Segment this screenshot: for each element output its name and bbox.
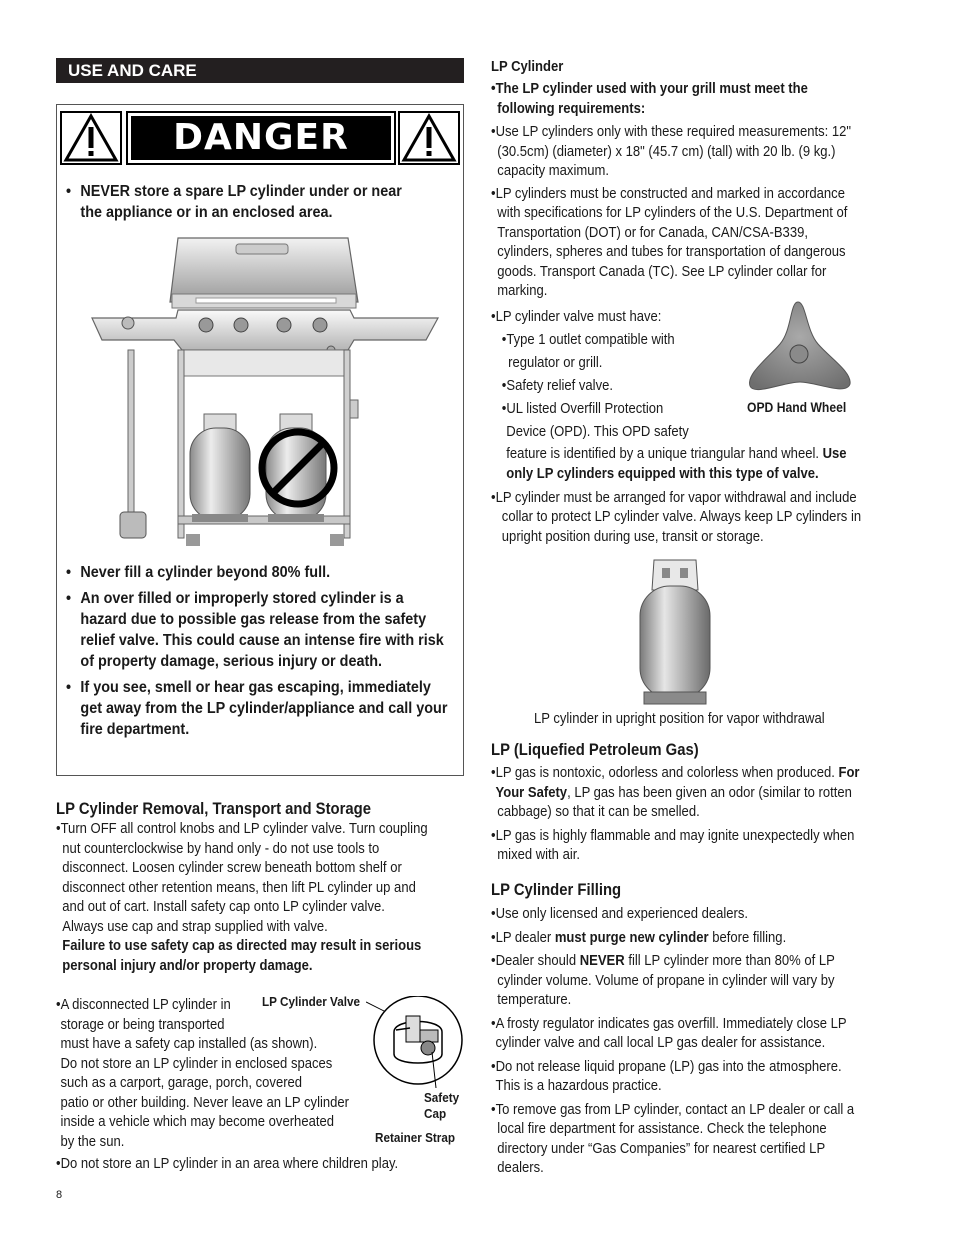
text-line: Do not store an LP cylinder in enclosed spaces (60, 1055, 333, 1072)
text-span: NEVER (579, 953, 625, 969)
text-line: Always use cap and strap supplied with valve. (62, 918, 328, 935)
text-line: •LP cylinder valve must have: (491, 308, 662, 325)
text-line: •A disconnected LP cylinder in (56, 997, 231, 1013)
text-line (491, 952, 905, 972)
text-line: disconnect other retention means, then lift PL cylinder up and (62, 879, 416, 896)
warning-triangle-icon (60, 111, 122, 165)
danger-bullet-list (66, 181, 417, 228)
text-line: •LP gas is highly flammable and may ignite unexpectedly when (491, 827, 855, 844)
danger-bullet: • If you see, smell or hear gas escaping, immediately get away from the LP cylinder/appliance and call your fire department. (66, 677, 451, 740)
removal-heading: LP Cylinder Removal, Transport and Storage (56, 800, 371, 818)
text-line: Device (OPD). This OPD safety (506, 423, 689, 440)
danger-bullet-list-2 (66, 562, 451, 745)
text-line: Failure to use safety cap as directed may result in serious (62, 938, 422, 954)
text-line: •LP cylinder must be arranged for vapor withdrawal and include (491, 489, 857, 506)
section-header: USE AND CARE (56, 58, 464, 83)
text-line: with specifications for LP cylinders of the U.S. Department of (497, 205, 848, 221)
grill-illustration (86, 232, 442, 554)
text-line: capacity maximum. (497, 163, 609, 179)
text-line: only LP cylinders equipped with this type of valve. (506, 465, 819, 482)
upright-cylinder-illustration (624, 556, 724, 706)
danger-title-frame (126, 111, 396, 165)
cylinder-caption: LP cylinder in upright position for vapor withdrawal (534, 711, 825, 727)
text-line (491, 764, 905, 784)
text-line: •LP cylinders must be constructed and marked in accordance (491, 185, 845, 202)
label-line: Safety (424, 1090, 460, 1105)
text-line (491, 929, 905, 949)
text-line: following requirements: (497, 100, 646, 117)
text-span: Use (822, 445, 847, 462)
text-line: must have a safety cap installed (as shown). (60, 1036, 318, 1052)
text-line: cabbage) so that it can be smelled. (497, 804, 700, 820)
text-span: before filling. (708, 929, 787, 946)
opd-label: OPD Hand Wheel (747, 400, 847, 415)
text-span: •LP dealer (491, 929, 555, 946)
text-line: disconnect. Loosen cylinder screw beneath bottom shelf or (62, 860, 402, 876)
text-line: such as a carport, garage, porch, covered (60, 1075, 303, 1091)
text-span: For (838, 765, 860, 781)
lpgas-section (491, 740, 905, 866)
text-line: dealers. (497, 1160, 544, 1176)
requirement-measurements (491, 123, 905, 182)
lpgas-heading: LP (Liquefied Petroleum Gas) (491, 741, 699, 759)
label-line: Cap (424, 1106, 447, 1121)
lpgas-paragraph (491, 764, 905, 866)
danger-bullet: • An over filled or improperly stored cylinder is a hazard due to possible gas release from the safety relief valve. This could cause an intense fire with risk of property damage, serious injury or death. (66, 588, 451, 672)
text-line: inside a vehicle which may become overheated (60, 1114, 334, 1130)
text-span: fill LP cylinder more than 80% of LP (624, 953, 835, 969)
danger-banner (58, 109, 462, 167)
text-line: mixed with air. (497, 847, 580, 863)
text-line: temperature. (497, 992, 572, 1008)
text-line: •Type 1 outlet compatible with (501, 331, 675, 348)
text-line: patio or other building. Never leave an LP cylinder (60, 1094, 349, 1111)
text-span: , LP gas has been given an odor (similar to rotten (567, 784, 852, 801)
text-span: feature is identified by a unique triangular hand wheel. (506, 445, 819, 462)
text-span: •Dealer should (491, 953, 580, 969)
text-line: by the sun. (60, 1133, 125, 1150)
filling-heading: LP Cylinder Filling (491, 881, 622, 899)
text-line: directory under “Gas Companies” for nearest certified LP (497, 1140, 826, 1157)
text-line: personal injury and/or property damage. (62, 957, 313, 974)
text-line: marking. (497, 283, 548, 299)
text-line: •Use only licensed and experienced dealers. (491, 906, 749, 922)
page-number: 8 (56, 1189, 63, 1201)
danger-title: DANGER (131, 116, 391, 160)
retainer-strap-label: Retainer Strap (375, 1130, 455, 1145)
text-span: must purge new cylinder (554, 929, 709, 946)
cylinder-heading: LP Cylinder (491, 59, 564, 75)
text-line: •Turn OFF all control knobs and LP cylinder valve. Turn coupling (56, 821, 428, 837)
text-line: storage or being transported (60, 1016, 225, 1033)
valve-label: LP Cylinder Valve (262, 994, 360, 1009)
filling-section (491, 880, 905, 1179)
valve-diagram (366, 996, 466, 1088)
safety-cap-label (424, 1090, 459, 1122)
text-line: •Use LP cylinders only with these required measurements: 12" (491, 124, 852, 140)
text-line: collar to protect LP cylinder valve. Always keep LP cylinders in (501, 509, 862, 525)
text-line (491, 784, 905, 804)
text-line: Transportation (DOT) or for Canada, CAN/CSA-B339, (497, 224, 808, 241)
text-line: regulator or grill. (508, 354, 603, 371)
removal-section (56, 798, 452, 976)
text-line: cylinder volume. Volume of propane in cylinder will vary by (497, 972, 835, 989)
text-line: and out of cart. Install safety cap onto LP cylinder valve. (62, 899, 385, 915)
text-line: upright position during use, transit or storage. (501, 528, 764, 545)
text-span: •LP gas is nontoxic, odorless and colorless when produced. (491, 765, 835, 781)
text-line: This is a hazardous practice. (495, 1078, 662, 1094)
danger-bullet: • NEVER store a spare LP cylinder under or near the appliance or in an enclosed area. (66, 181, 417, 223)
text-line: •Do not release liquid propane (LP) gas into the atmosphere. (491, 1058, 842, 1075)
text-line: (30.5cm) (diameter) x 18" (45.7 cm) (tall) with 20 lb. (9 kg.) (497, 143, 836, 160)
text-line: cylinder valve and call local LP gas dealer for assistance. (495, 1035, 826, 1051)
filling-paragraph (491, 905, 905, 1179)
requirement-construction (491, 185, 905, 302)
text-line: •To remove gas from LP cylinder, contact an LP dealer or call a (491, 1101, 855, 1118)
text-line: •Safety relief valve. (501, 377, 614, 394)
removal-paragraph (56, 820, 452, 976)
danger-bullet: • Never fill a cylinder beyond 80% full. (66, 562, 451, 583)
text-line (491, 444, 905, 465)
opd-hand-wheel-icon (746, 300, 854, 396)
requirements-intro (491, 80, 905, 119)
text-line: •The LP cylinder used with your grill must meet the (491, 81, 808, 97)
text-line: •A frosty regulator indicates gas overfill. Immediately close LP (491, 1015, 847, 1032)
storage-paragraph (56, 996, 380, 1152)
text-line: cylinders, spheres and tubes for transportation of dangerous (497, 244, 846, 260)
warning-triangle-icon (398, 111, 460, 165)
text-span: Your Safety (495, 784, 568, 801)
text-line: local fire department for assistance. Check the telephone (497, 1121, 827, 1137)
requirement-vapor (491, 489, 905, 548)
text-line: goods. Transport Canada (TC). See LP cylinder collar for (497, 263, 827, 280)
text-line: nut counterclockwise by hand only - do not use tools to (62, 840, 380, 857)
text-line: •UL listed Overfill Protection (501, 400, 664, 417)
children-line: •Do not store an LP cylinder in an area where children play. (56, 1156, 399, 1172)
